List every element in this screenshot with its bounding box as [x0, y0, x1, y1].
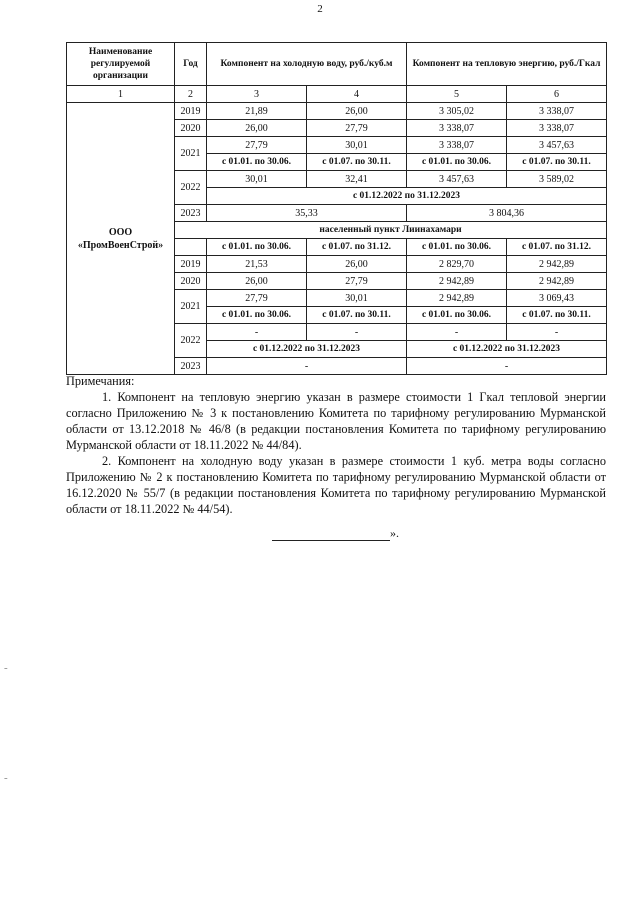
- notes-section: [66, 373, 606, 517]
- value-cell: 27,79: [307, 273, 407, 290]
- value-cell: 3 338,07: [407, 120, 507, 137]
- value-cell: 2 942,89: [407, 273, 507, 290]
- period-cell: с 01.12.2022 по 31.12.2023: [207, 341, 407, 358]
- col-number: 6: [507, 86, 607, 103]
- org-name: ООО «ПромВоенСтрой»: [67, 103, 175, 375]
- value-cell: 30,01: [307, 137, 407, 154]
- period-cell: с 01.12.2022 по 31.12.2023: [407, 341, 607, 358]
- value-cell: 30,01: [207, 171, 307, 188]
- column-number-row: [67, 86, 607, 103]
- table-row: [67, 103, 607, 120]
- value-cell: 26,00: [307, 256, 407, 273]
- value-cell: 2 942,89: [407, 290, 507, 307]
- year-cell: 2019: [175, 256, 207, 273]
- value-cell: 3 589,02: [507, 171, 607, 188]
- value-cell: 3 457,63: [507, 137, 607, 154]
- value-cell: 2 942,89: [507, 273, 607, 290]
- closing-line: [272, 526, 462, 541]
- period-cell: с 01.07. по 30.11.: [507, 307, 607, 324]
- col-number: 4: [307, 86, 407, 103]
- period-cell: с 01.07. по 31.12.: [507, 239, 607, 256]
- value-cell: 35,33: [207, 205, 407, 222]
- period-cell: с 01.01. по 30.06.: [407, 154, 507, 171]
- locality-name: населенный пункт Лиинахамари: [175, 222, 607, 239]
- value-cell: 21,89: [207, 103, 307, 120]
- value-cell: -: [207, 324, 307, 341]
- year-cell: 2023: [175, 358, 207, 375]
- value-cell: 3 338,07: [507, 103, 607, 120]
- period-cell: с 01.12.2022 по 31.12.2023: [207, 188, 607, 205]
- year-cell: 2021: [175, 290, 207, 324]
- col-number: 3: [207, 86, 307, 103]
- period-cell: с 01.07. по 31.12.: [307, 239, 407, 256]
- value-cell: 3 804,36: [407, 205, 607, 222]
- period-cell: с 01.07. по 30.11.: [507, 154, 607, 171]
- value-cell: -: [207, 358, 407, 375]
- value-cell: 3 069,43: [507, 290, 607, 307]
- value-cell: 26,00: [207, 273, 307, 290]
- note-2: 2. Компонент на холодную воду указан в размере стоимости 1 куб. метра воды согласно Приложению № 2 к постановлению Комитета по тарифному регулированию Мурманской области от 16.12.2020 № 55/7 (в редакции постановления Комитета по тарифному регулированию Мурманской области от 18.11.2022 № 44/54).: [66, 454, 606, 516]
- value-cell: 3 338,07: [407, 137, 507, 154]
- header-org: Наименование регулируемой организации: [67, 43, 175, 86]
- value-cell: 3 305,02: [407, 103, 507, 120]
- header-water: Компонент на холодную воду, руб./куб.м: [207, 43, 407, 86]
- value-cell: 2 942,89: [507, 256, 607, 273]
- year-cell: 2023: [175, 205, 207, 222]
- year-cell: 2022: [175, 324, 207, 358]
- col-number: 5: [407, 86, 507, 103]
- signature-line: [272, 529, 390, 541]
- year-cell: 2022: [175, 171, 207, 205]
- value-cell: 2 829,70: [407, 256, 507, 273]
- value-cell: 3 338,07: [507, 120, 607, 137]
- value-cell: 30,01: [307, 290, 407, 307]
- year-cell: 2021: [175, 137, 207, 171]
- period-cell: с 01.07. по 30.11.: [307, 154, 407, 171]
- value-cell: -: [507, 324, 607, 341]
- value-cell: 27,79: [307, 120, 407, 137]
- margin-mark: -: [4, 772, 8, 784]
- table-header-row: [67, 43, 607, 86]
- period-cell: с 01.01. по 30.06.: [207, 154, 307, 171]
- value-cell: 3 457,63: [407, 171, 507, 188]
- notes-heading: Примечания:: [66, 374, 135, 388]
- value-cell: -: [407, 324, 507, 341]
- period-cell: с 01.01. по 30.06.: [207, 307, 307, 324]
- note-1: 1. Компонент на тепловую энергию указан в размере стоимости 1 Гкал тепловой энергии согласно Приложению № 3 к постановлению Комитета по тарифному регулированию Мурманской области от 13.12.2018 № 46/8 (в редакции постановления Комитета по тарифному регулированию Мурманской области от 18.11.2022 № 44/84).: [66, 390, 606, 452]
- year-cell: [175, 239, 207, 256]
- header-heat: Компонент на тепловую энергию, руб./Гкал: [407, 43, 607, 86]
- value-cell: -: [407, 358, 607, 375]
- closing-quote: ».: [390, 526, 399, 540]
- period-cell: с 01.07. по 30.11.: [307, 307, 407, 324]
- col-number: 1: [67, 86, 175, 103]
- header-year: Год: [175, 43, 207, 86]
- value-cell: 32,41: [307, 171, 407, 188]
- period-cell: с 01.01. по 30.06.: [207, 239, 307, 256]
- value-cell: -: [307, 324, 407, 341]
- value-cell: 27,79: [207, 137, 307, 154]
- period-cell: с 01.01. по 30.06.: [407, 239, 507, 256]
- period-cell: с 01.01. по 30.06.: [407, 307, 507, 324]
- year-cell: 2019: [175, 103, 207, 120]
- year-cell: 2020: [175, 273, 207, 290]
- tariff-table: [66, 42, 607, 375]
- value-cell: 27,79: [207, 290, 307, 307]
- value-cell: 26,00: [207, 120, 307, 137]
- col-number: 2: [175, 86, 207, 103]
- value-cell: 26,00: [307, 103, 407, 120]
- value-cell: 21,53: [207, 256, 307, 273]
- page-number: 2: [317, 3, 323, 15]
- margin-mark: -: [4, 662, 8, 674]
- year-cell: 2020: [175, 120, 207, 137]
